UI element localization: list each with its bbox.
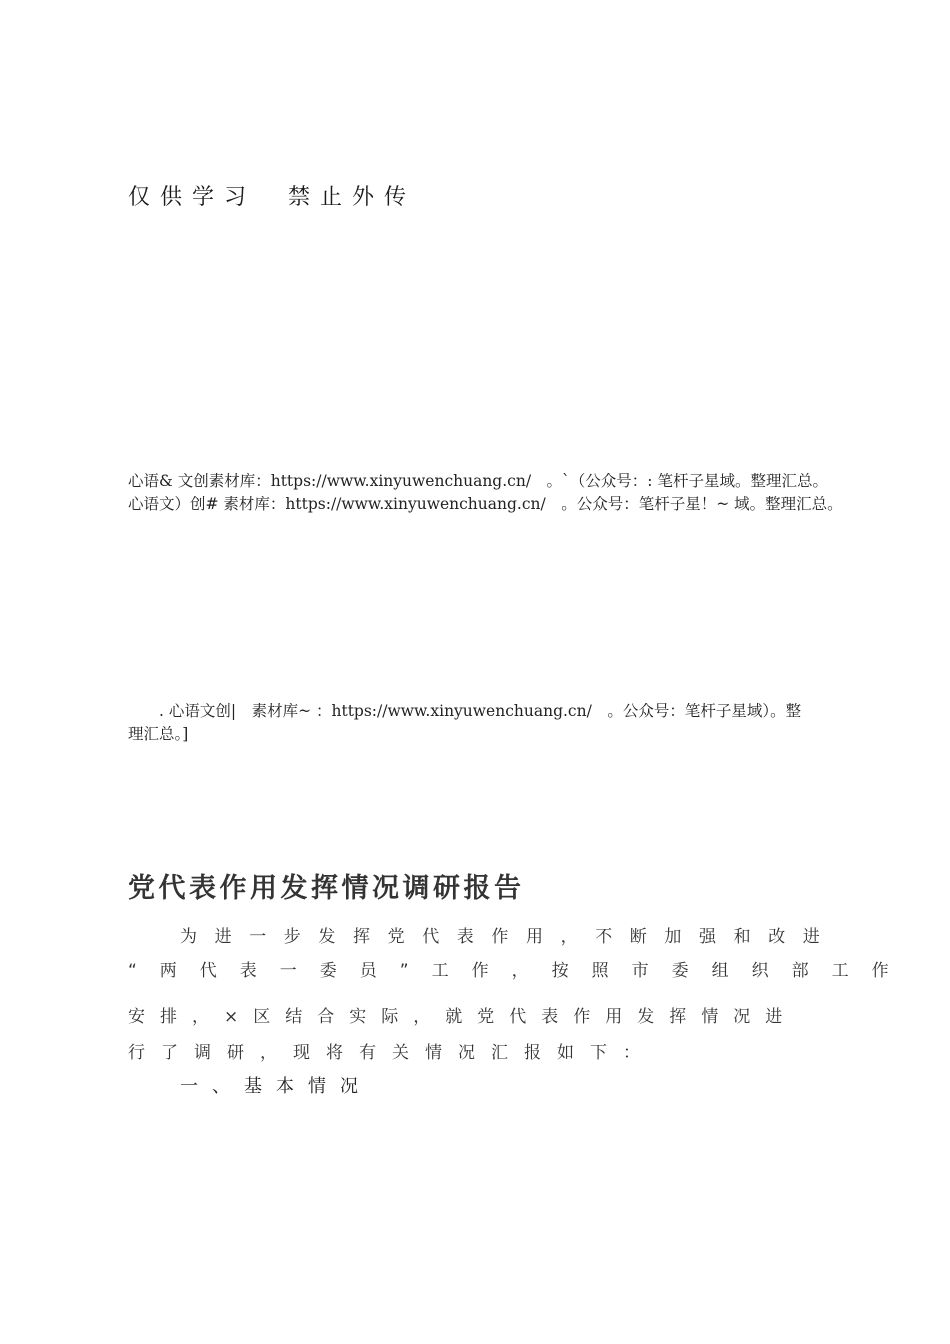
intro-line-4: 行了调研，现将有关情况汇报如下： xyxy=(128,1043,656,1063)
watermark-block-1 xyxy=(128,470,858,516)
intro-line-2: “两代表一委员”工作，按照市委组织部工作 xyxy=(128,961,912,981)
notice-text: 仅供学习 禁止外传 xyxy=(128,185,417,210)
intro-line-3: 安排，×区结合实际，就党代表作用发挥情况进 xyxy=(128,1007,798,1027)
section-heading: 一、基本情况 xyxy=(180,1076,372,1097)
watermark-block-2 xyxy=(128,700,858,746)
watermark-line: 理汇总。] xyxy=(128,725,189,743)
watermark-line: 心语文）创# 素材库：https://www.xinyuwenchuang.cn/ 。公众号：笔杆子星！~ 域。整理汇总。 xyxy=(128,495,843,513)
intro-line-1: 为进一步发挥党代表作用，不断加强和改进 xyxy=(180,927,838,947)
watermark-line: 心语& 文创素材库：https://www.xinyuwenchuang.cn/ 。`（公众号：: 笔杆子星域。整理汇总。 xyxy=(128,472,828,490)
watermark-line: . 心语文创| 素材库~ ：https://www.xinyuwenchuang.cn/ 。公众号：笔杆子星域）。整 xyxy=(128,702,802,720)
document-title: 党代表作用发挥情况调研报告 xyxy=(128,873,525,904)
